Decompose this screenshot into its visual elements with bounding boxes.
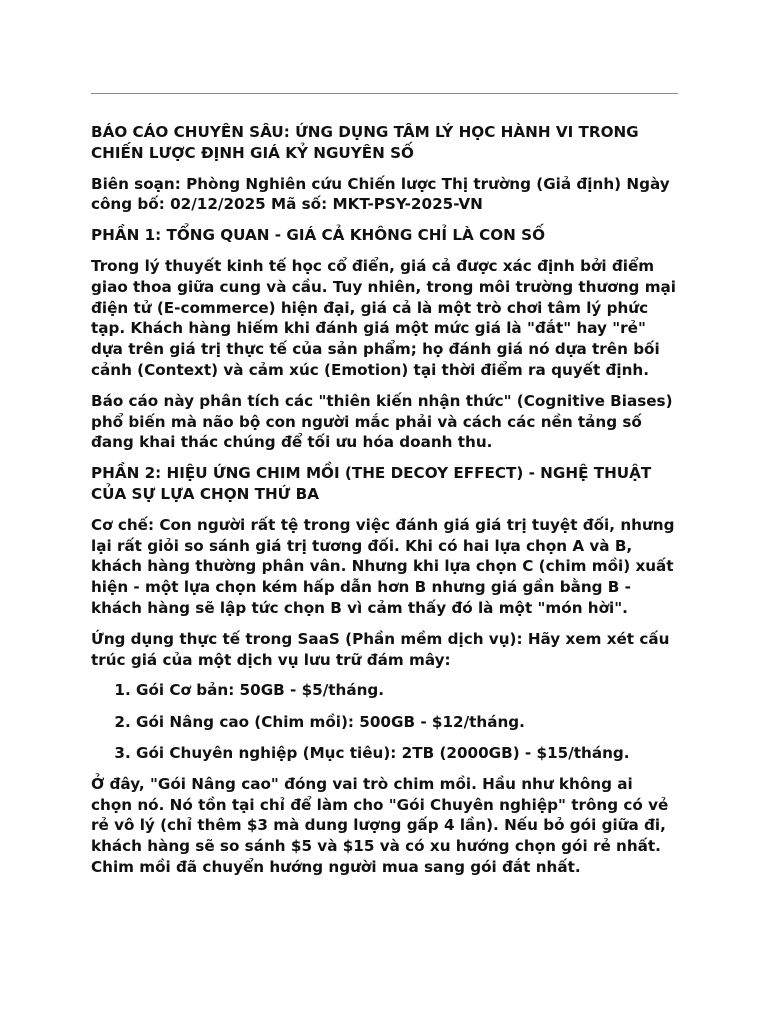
section1-paragraph-2: Báo cáo này phân tích các "thiên kiến nhận thức" (Cognitive Biases) phổ biến mà não bộ con người mắc phải và cách các nền tảng số đang khai thác chúng để tối ưu hóa doanh thu. — [91, 391, 673, 452]
list-item: 1. Gói Cơ bản: 50GB - $5/tháng. — [136, 680, 678, 701]
document-meta: Biên soạn: Phòng Nghiên cứu Chiến lược Thị trường (Giả định) Ngày công bố: 02/12/2025 Mã số: MKT-PSY-2025-VN — [91, 174, 670, 214]
document-page — [91, 93, 678, 888]
document-title: BÁO CÁO CHUYÊN SÂU: ỨNG DỤNG TÂM LÝ HỌC HÀNH VI TRONG CHIẾN LƯỢC ĐỊNH GIÁ KỶ NGUYÊN SỐ — [91, 123, 639, 162]
section2-paragraph-2: Ứng dụng thực tế trong SaaS (Phần mềm dịch vụ): Hãy xem xét cấu trúc giá của một dịch vụ lưu trữ đám mây: — [91, 629, 670, 669]
top-divider — [91, 93, 678, 94]
section2-paragraph-1: Cơ chế: Con người rất tệ trong việc đánh giá giá trị tuyệt đối, nhưng lại rất giỏi so sánh giá trị tương đối. Khi có hai lựa chọn A và B, khách hàng thường phân vân. Nhưng khi lựa chọn C (chim mồi) xuất hiện - một lựa chọn kém hấp dẫn hơn B nhưng giá gần bằng B - khách hàng sẽ lập tức chọn B vì cảm thấy đó là một "món hời". — [91, 515, 675, 617]
list-item: 3. Gói Chuyên nghiệp (Mục tiêu): 2TB (2000GB) - $15/tháng. — [136, 743, 678, 764]
section2-heading: PHẦN 2: HIỆU ỨNG CHIM MỒI (THE DECOY EFFECT) - NGHỆ THUẬT CỦA SỰ LỰA CHỌN THỨ BA — [91, 464, 652, 503]
section1-heading: PHẦN 1: TỔNG QUAN - GIÁ CẢ KHÔNG CHỈ LÀ CON SỐ — [91, 226, 545, 245]
list-item: 2. Gói Nâng cao (Chim mồi): 500GB - $12/tháng. — [136, 712, 678, 733]
section1-paragraph-1: Trong lý thuyết kinh tế học cổ điển, giá cả được xác định bởi điểm giao thoa giữa cung và cầu. Tuy nhiên, trong môi trường thương mại điện tử (E-commerce) hiện đại, giá cả là một trò chơi tâm lý phức tạp. Khách hàng hiếm khi đánh giá một mức giá là "đắt" hay "rẻ" dựa trên giá trị thực tế của sản phẩm; họ đánh giá nó dựa trên bối cảnh (Context) và cảm xúc (Emotion) tại thời điểm ra quyết định. — [91, 256, 676, 379]
section2-paragraph-3: Ở đây, "Gói Nâng cao" đóng vai trò chim mồi. Hầu như không ai chọn nó. Nó tồn tại chỉ để làm cho "Gói Chuyên nghiệp" trông có vẻ rẻ vô lý (chỉ thêm $3 mà dung lượng gấp 4 lần). Nếu bỏ gói giữa đi, khách hàng sẽ so sánh $5 và $15 và có xu hướng chọn gói rẻ nhất. Chim mồi đã chuyển hướng người mua sang gói đắt nhất. — [91, 774, 669, 876]
pricing-list — [91, 680, 678, 763]
